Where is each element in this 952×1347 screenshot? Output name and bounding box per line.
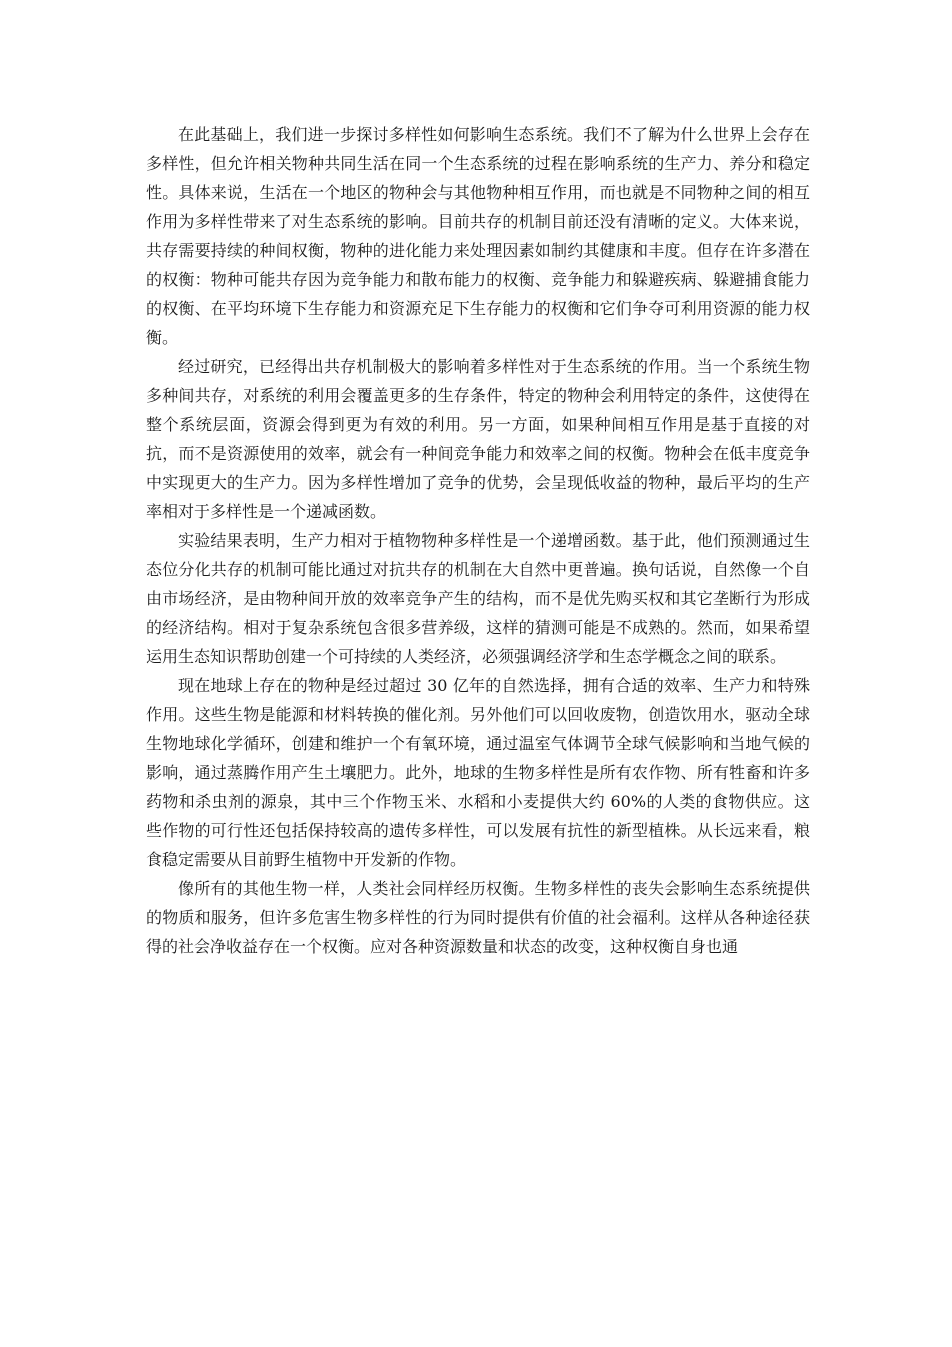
document-page [146, 120, 810, 961]
paragraph-3: 实验结果表明，生产力相对于植物物种多样性是一个递增函数。基于此，他们预测通过生态位分化共存的机制可能比通过对抗共存的机制在大自然中更普遍。换句话说，自然像一个自由市场经济，是由物种间开放的效率竞争产生的结构，而不是优先购买权和其它垄断行为形成的经济结构。相对于复杂系统包含很多营养级，这样的猜测可能是不成熟的。然而，如果希望运用生态知识帮助创建一个可持续的人类经济，必须强调经济学和生态学概念之间的联系。 [146, 531, 810, 666]
paragraph-5: 像所有的其他生物一样，人类社会同样经历权衡。生物多样性的丧失会影响生态系统提供的物质和服务，但许多危害生物多样性的行为同时提供有价值的社会福利。这样从各种途径获得的社会净收益存在一个权衡。应对各种资源数量和状态的改变，这种权衡自身也通 [146, 879, 810, 956]
paragraph-2: 经过研究，已经得出共存机制极大的影响着多样性对于生态系统的作用。当一个系统生物多种间共存，对系统的利用会覆盖更多的生存条件，特定的物种会利用特定的条件，这使得在整个系统层面，资源会得到更为有效的利用。另一方面，如果种间相互作用是基于直接的对抗，而不是资源使用的效率，就会有一种间竞争能力和效率之间的权衡。物种会在低丰度竞争中实现更大的生产力。因为多样性增加了竞争的优势，会呈现低收益的物种，最后平均的生产率相对于多样性是一个递减函数。 [146, 357, 810, 521]
paragraph-1: 在此基础上，我们进一步探讨多样性如何影响生态系统。我们不了解为什么世界上会存在多样性，但允许相关物种共同生活在同一个生态系统的过程在影响系统的生产力、养分和稳定性。具体来说，生活在一个地区的物种会与其他物种相互作用，而也就是不同物种之间的相互作用为多样性带来了对生态系统的影响。目前共存的机制目前还没有清晰的定义。大体来说，共存需要持续的种间权衡，物种的进化能力来处理因素如制约其健康和丰度。但存在许多潜在的权衡：物种可能共存因为竞争能力和散布能力的权衡、竞争能力和躲避疾病、躲避捕食能力的权衡、在平均环境下生存能力和资源充足下生存能力的权衡和它们争夺可利用资源的能力权衡。 [146, 125, 810, 347]
paragraph-4: 现在地球上存在的物种是经过超过 30 亿年的自然选择，拥有合适的效率、生产力和特殊作用。这些生物是能源和材料转换的催化剂。另外他们可以回收废物，创造饮用水，驱动全球生物地球化学循环，创建和维护一个有氧环境，通过温室气体调节全球气候影响和当地气候的影响，通过蒸腾作用产生土壤肥力。此外，地球的生物多样性是所有农作物、所有牲畜和许多药物和杀虫剂的源泉，其中三个作物玉米、水稻和小麦提供大约 60%的人类的食物供应。这些作物的可行性还包括保持较高的遗传多样性，可以发展有抗性的新型植株。从长远来看，粮食稳定需要从目前野生植物中开发新的作物。 [146, 676, 810, 869]
